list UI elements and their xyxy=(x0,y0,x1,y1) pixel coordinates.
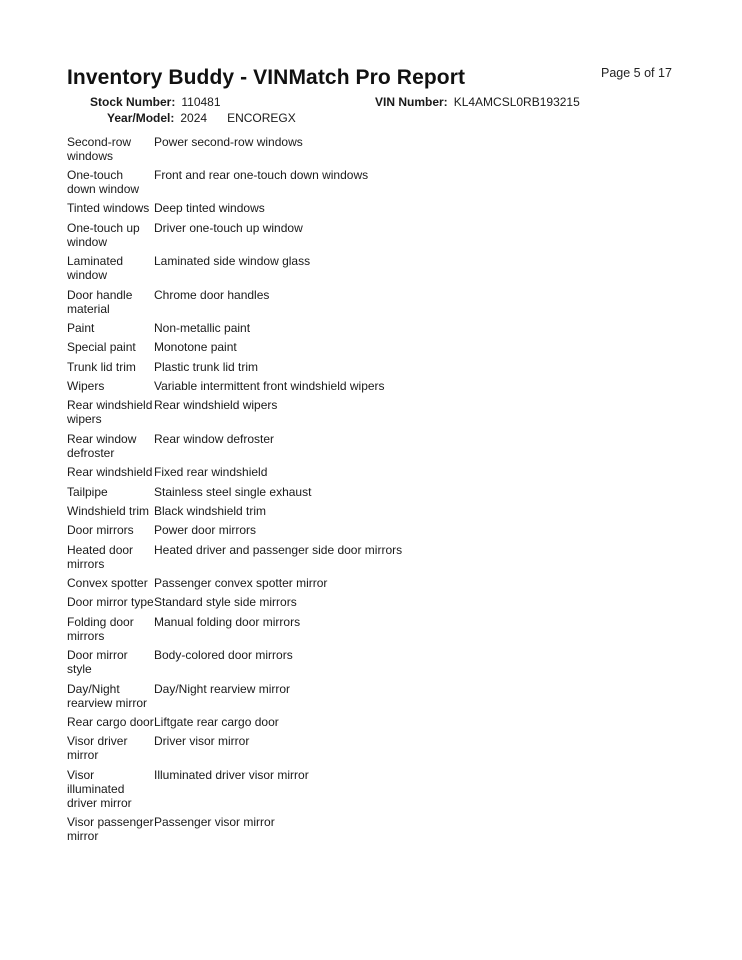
year-model-line xyxy=(107,111,296,125)
spec-name: Door mirrors xyxy=(67,523,134,538)
spec-value: Rear windshield wipers xyxy=(154,398,278,413)
spec-name: Heated door mirrors xyxy=(67,542,134,571)
spec-name: Rear windshield wipers xyxy=(67,398,153,427)
spec-row xyxy=(67,218,687,251)
spec-value: Chrome door handles xyxy=(154,287,270,302)
spec-value: Fixed rear windshield xyxy=(154,465,268,480)
spec-value: Variable intermittent front windshield wipers xyxy=(154,379,385,394)
spec-row xyxy=(67,285,687,318)
spec-name: Rear windshield xyxy=(67,465,153,480)
spec-row xyxy=(67,463,687,482)
model-value: ENCOREGX xyxy=(227,111,296,125)
spec-row xyxy=(67,712,687,731)
report-title: Inventory Buddy - VINMatch Pro Report xyxy=(67,66,466,89)
spec-name: Visor passenger mirror xyxy=(67,815,154,844)
vin-label: VIN Number: xyxy=(375,95,448,109)
spec-value: Standard style side mirrors xyxy=(154,595,297,610)
spec-row xyxy=(67,338,687,357)
spec-value: Liftgate rear cargo door xyxy=(154,714,279,729)
spec-value: Stainless steel single exhaust xyxy=(154,484,312,499)
spec-row xyxy=(67,521,687,540)
year-model-label: Year/Model: xyxy=(107,111,175,125)
spec-row xyxy=(67,765,687,812)
spec-row xyxy=(67,593,687,612)
spec-row xyxy=(67,573,687,592)
spec-value: Black windshield trim xyxy=(154,503,267,518)
spec-name: Tailpipe xyxy=(67,484,108,499)
spec-row xyxy=(67,132,687,165)
spec-row xyxy=(67,357,687,376)
spec-value: Rear window defroster xyxy=(154,431,275,446)
stock-number-label: Stock Number: xyxy=(90,95,176,109)
spec-name: Door handle material xyxy=(67,287,133,316)
spec-name: Door mirror style xyxy=(67,648,128,677)
spec-row xyxy=(67,812,687,845)
spec-row xyxy=(67,165,687,198)
spec-name: Laminated window xyxy=(67,254,124,283)
spec-value: Illuminated driver visor mirror xyxy=(154,767,309,782)
vin-line xyxy=(375,95,580,109)
vin-value: KL4AMCSL0RB193215 xyxy=(453,95,580,109)
spec-row xyxy=(67,482,687,501)
spec-value: Passenger convex spotter mirror xyxy=(154,576,328,591)
spec-value: Deep tinted windows xyxy=(154,201,265,216)
spec-name: Convex spotter xyxy=(67,576,148,591)
spec-name: Wipers xyxy=(67,379,105,394)
spec-name: Day/Night rearview mirror xyxy=(67,681,148,710)
page-number: Page 5 of 17 xyxy=(601,66,672,80)
spec-name: One-touch up window xyxy=(67,220,140,249)
stock-number-line xyxy=(90,95,221,109)
spec-row xyxy=(67,612,687,645)
spec-value: Day/Night rearview mirror xyxy=(154,681,291,696)
spec-name: Trunk lid trim xyxy=(67,359,136,374)
spec-name: Rear cargo door xyxy=(67,714,154,729)
spec-row xyxy=(67,732,687,765)
spec-name: Paint xyxy=(67,320,95,335)
spec-value: Monotone paint xyxy=(154,340,237,355)
spec-value: Plastic trunk lid trim xyxy=(154,359,259,374)
spec-row xyxy=(67,396,687,429)
spec-row xyxy=(67,679,687,712)
spec-name: Folding door mirrors xyxy=(67,614,134,643)
year-value: 2024 xyxy=(180,111,208,125)
spec-name: Door mirror type xyxy=(67,595,154,610)
spec-value: Heated driver and passenger side door mirrors xyxy=(154,542,403,557)
spec-row xyxy=(67,199,687,218)
spec-name: Second-row windows xyxy=(67,134,132,163)
spec-name: Rear window defroster xyxy=(67,431,137,460)
stock-number-value: 110481 xyxy=(181,95,221,109)
spec-value: Power second-row windows xyxy=(154,134,303,149)
spec-value: Body-colored door mirrors xyxy=(154,648,293,663)
spec-name: Visor illuminated driver mirror xyxy=(67,767,132,810)
spec-name: One-touch down window xyxy=(67,168,140,197)
spec-name: Special paint xyxy=(67,340,136,355)
spec-row xyxy=(67,540,687,573)
spec-name: Tinted windows xyxy=(67,201,150,216)
spec-value: Passenger visor mirror xyxy=(154,815,275,830)
spec-row xyxy=(67,429,687,462)
spec-name: Windshield trim xyxy=(67,503,150,518)
spec-row xyxy=(67,501,687,520)
spec-table xyxy=(67,132,687,846)
spec-value: Manual folding door mirrors xyxy=(154,614,301,629)
spec-row xyxy=(67,318,687,337)
spec-value: Non-metallic paint xyxy=(154,320,251,335)
spec-row xyxy=(67,376,687,395)
spec-value: Power door mirrors xyxy=(154,523,257,538)
spec-value: Driver one-touch up window xyxy=(154,220,303,235)
spec-row xyxy=(67,646,687,679)
spec-row xyxy=(67,252,687,285)
spec-value: Front and rear one-touch down windows xyxy=(154,168,369,183)
spec-value: Driver visor mirror xyxy=(154,734,250,749)
spec-name: Visor driver mirror xyxy=(67,734,128,763)
spec-value: Laminated side window glass xyxy=(154,254,311,269)
